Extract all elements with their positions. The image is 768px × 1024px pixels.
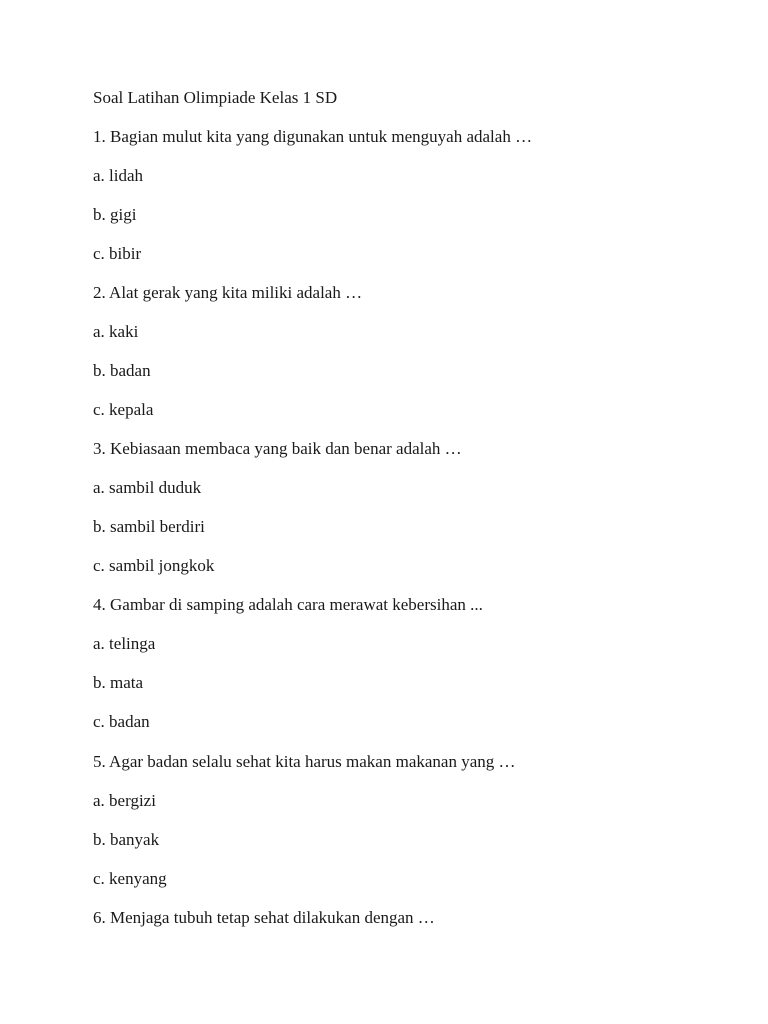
question-3-text: 3. Kebiasaan membaca yang baik dan benar adalah … [93,439,462,458]
question-5-text: 5. Agar badan selalu sehat kita harus makan makanan yang … [93,752,516,771]
question-2-text: 2. Alat gerak yang kita miliki adalah … [93,283,363,302]
question-3-option-a: a. sambil duduk [93,478,202,497]
question-1-text: 1. Bagian mulut kita yang digunakan untuk menguyah adalah … [93,127,533,146]
question-1-option-c: c. bibir [93,244,142,263]
question-5-option-a: a. bergizi [93,791,156,810]
question-4-text: 4. Gambar di samping adalah cara merawat kebersihan ... [93,595,483,614]
question-2-option-a: a. kaki [93,322,139,341]
question-4-option-a: a. telinga [93,634,156,653]
question-2-option-b: b. badan [93,361,151,380]
question-6-text: 6. Menjaga tubuh tetap sehat dilakukan dengan … [93,908,435,927]
question-5-option-c: c. kenyang [93,869,167,888]
question-1-option-a: a. lidah [93,166,144,185]
question-4-option-c: c. badan [93,712,150,731]
question-3-option-b: b. sambil berdiri [93,517,205,536]
question-3-option-c: c. sambil jongkok [93,556,215,575]
question-1-option-b: b. gigi [93,205,137,224]
question-4-option-b: b. mata [93,673,144,692]
document-title: Soal Latihan Olimpiade Kelas 1 SD [93,88,338,107]
question-2-option-c: c. kepala [93,400,154,419]
question-5-option-b: b. banyak [93,830,160,849]
